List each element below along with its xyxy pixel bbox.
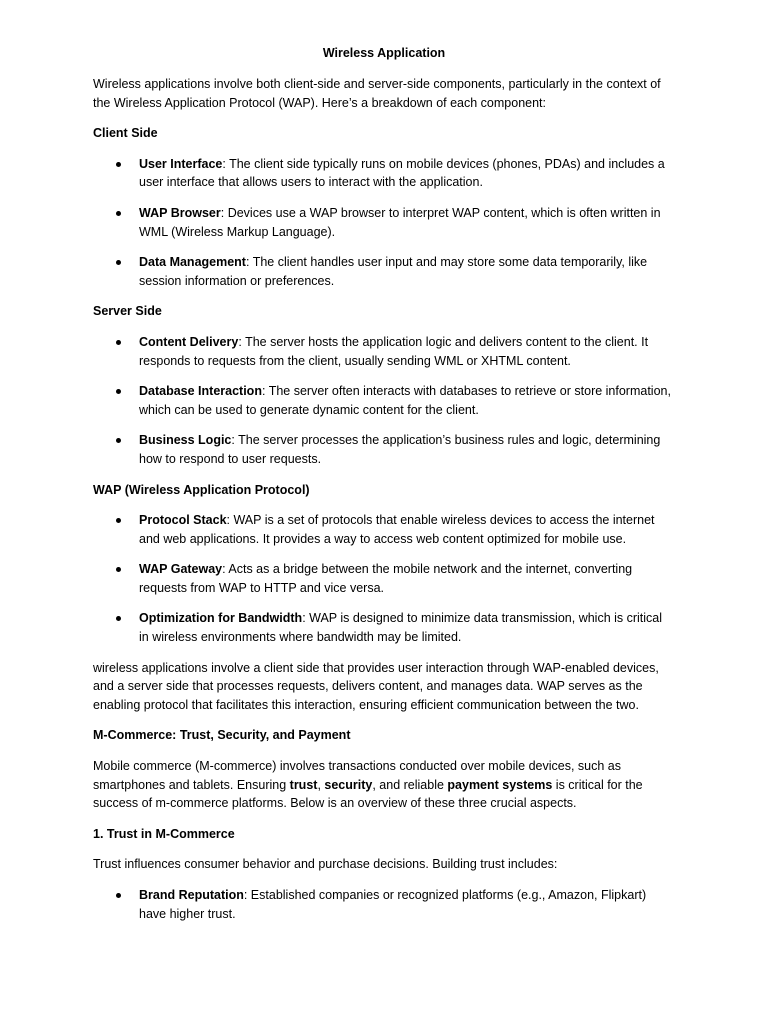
list-item [93,204,675,241]
item-term: WAP Gateway [139,562,223,577]
list-item [93,560,675,597]
list-item [93,333,675,370]
item-term: Protocol Stack [139,513,227,528]
mcommerce-text-1: Mobile commerce (M-commerce) involves transactions conducted over mobile devices, such as smartphones and tablets. Ensuring [93,759,621,792]
mcommerce-paragraph [93,757,675,813]
list-item [93,511,675,548]
bullet-icon [116,518,121,523]
mcommerce-heading: M-Commerce: Trust, Security, and Payment [93,728,351,743]
item-text: : WAP is a set of protocols that enable wireless devices to access the internet and web applications. It provides a way to access web content optimized for mobile use. [139,513,655,546]
item-text: : Devices use a WAP browser to interpret WAP content, which is often written in WML (Wireless Markup Language). [139,205,661,239]
item-term: User Interface [139,156,223,171]
wap-heading: WAP (Wireless Application Protocol) [93,482,310,497]
item-term: Business Logic [139,433,232,448]
list-item [93,431,675,468]
item-term: Database Interaction [139,384,262,399]
item-text: : The client side typically runs on mobile devices (phones, PDAs) and includes a user interface that allows users to interact with the application. [139,156,665,190]
item-text: : The server hosts the application logic and delivers content to the client. It responds to requests from the client, usually sending WML or XHTML content. [139,334,649,368]
server-side-list [93,333,675,469]
bullet-icon [116,340,121,345]
list-item [93,382,675,419]
item-term: WAP Browser [139,205,221,220]
item-text: : The client handles user input and may store some data temporarily, like session information or preferences. [139,255,648,288]
item-text: : Acts as a bridge between the mobile network and the internet, converting requests from WAP to HTTP and vice versa. [139,562,633,595]
list-item [93,155,675,192]
item-term: Content Delivery [139,334,239,349]
trust-heading: 1. Trust in M-Commerce [93,826,235,841]
list-item [93,886,675,923]
item-text: : WAP is designed to minimize data transmission, which is critical in wireless environments where bandwidth may be limited. [139,611,663,645]
bullet-icon [116,260,121,265]
bullet-icon [116,438,121,443]
item-text: : Established companies or recognized platforms (e.g., Amazon, Flipkart) have higher trust. [139,888,647,921]
wap-list [93,511,675,647]
item-term: Brand Reputation [139,888,244,902]
item-term: Optimization for Bandwidth [139,611,303,626]
trust-intro: Trust influences consumer behavior and purchase decisions. Building trust includes: [93,857,558,872]
list-item [93,609,675,646]
bold-trust: trust [289,777,318,792]
summary-paragraph: wireless applications involve a client side that provides user interaction through WAP-enabled devices, and a server side that processes requests, delivers content, and manages data. WAP serves as the enabling protocol that facilitates this interaction, ensuring efficient communication between the two. [93,660,659,712]
bullet-icon [116,389,121,394]
intro-paragraph: Wireless applications involve both client-side and server-side components, particularly in the context of the Wireless Application Protocol (WAP). Here’s a breakdown of each component: [93,77,661,110]
bold-payment: payment systems [447,777,553,792]
client-side-heading: Client Side [93,126,158,141]
client-side-list [93,155,675,291]
mcommerce-text-2: is critical for the success of m-commerce platforms. Below is an overview of these three crucial aspects. [93,777,643,811]
bullet-icon [116,162,121,167]
bullet-icon [116,567,121,572]
mcommerce-sep-2: , and reliable [372,777,448,792]
list-item [93,253,675,290]
item-text: : The server processes the application’s business rules and logic, determining how to respond to user requests. [139,433,661,466]
mcommerce-sep-1: , [317,777,325,792]
bullet-icon [116,616,121,621]
document-title: Wireless Application [322,46,446,60]
bullet-icon [116,893,121,898]
item-text: : The server often interacts with databases to retrieve or store information, which can be used to generate dynamic content for the client. [139,384,671,417]
server-side-heading: Server Side [93,304,162,319]
item-term: Data Management [139,255,246,270]
bullet-icon [116,211,121,216]
bold-security: security [324,777,373,792]
trust-list [93,886,675,923]
